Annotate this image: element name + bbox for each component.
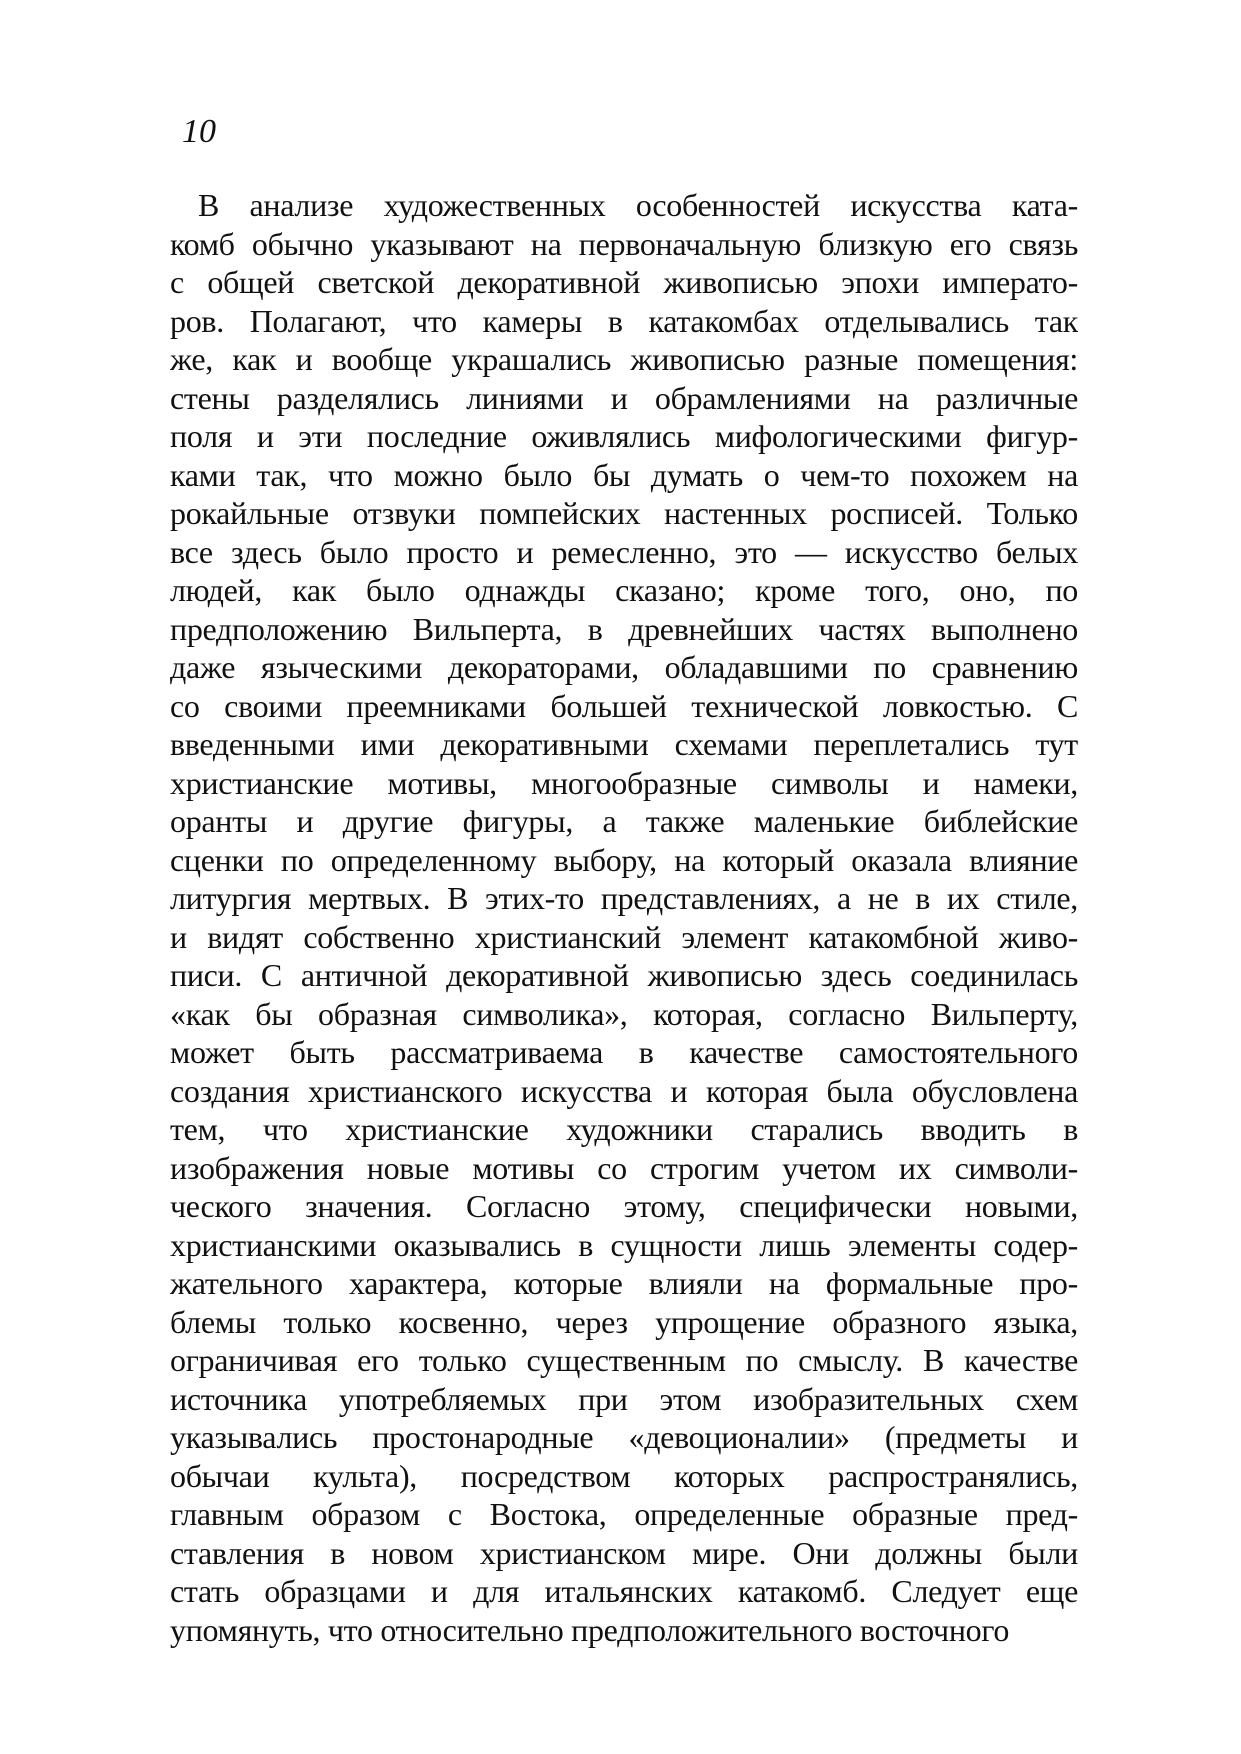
text-line: христианские мотивы, многообразные символы и намеки, bbox=[170, 764, 1078, 801]
text-line: с общей светской декоративной живописью эпохи императо- bbox=[170, 264, 1078, 300]
text-line: введенными ими декоративными схемами переплетались тут bbox=[170, 726, 1078, 762]
text-line: все здесь было просто и ремесленно, это — искусство белых bbox=[170, 533, 1078, 570]
text-line: блемы только косвенно, через упрощение образного языка, bbox=[170, 1303, 1078, 1340]
text-line: ческого значения. Согласно этому, специфически новыми, bbox=[170, 1188, 1078, 1224]
text-line: ограничивая его только существенным по смыслу. В качестве bbox=[170, 1342, 1078, 1378]
text-line: христианскими оказывались в сущности лишь элементы содер- bbox=[170, 1226, 1078, 1263]
text-line: рокайльные отзвуки помпейских настенных росписей. Только bbox=[170, 495, 1078, 531]
text-line: жательного характера, которые влияли на формальные про- bbox=[170, 1265, 1078, 1301]
text-line: поля и эти последние оживлялись мифологическими фигур- bbox=[170, 418, 1078, 454]
text-line: стать образцами и для итальянских катакомб. Следует еще bbox=[170, 1573, 1078, 1609]
text-line: обычаи культа), посредством которых распространялись, bbox=[170, 1457, 1078, 1494]
text-line: «как бы образная символика», которая, согласно Вильперту, bbox=[170, 995, 1078, 1032]
text-line: ками так, что можно было бы думать о чем-то похожем на bbox=[170, 456, 1078, 493]
text-line: даже языческими декораторами, обладавшими по сравнению bbox=[170, 649, 1078, 685]
text-line: же, как и вообще украшались живописью разные помещения: bbox=[170, 341, 1078, 377]
text-line: оранты и другие фигуры, а также маленькие библейские bbox=[170, 803, 1078, 839]
text-line: стены разделялись линиями и обрамлениями на различные bbox=[170, 379, 1078, 416]
text-line: ставления в новом христианском мире. Они должны были bbox=[170, 1534, 1078, 1571]
text-line: главным образом с Востока, определенные образные пред- bbox=[170, 1496, 1078, 1532]
text-line: людей, как было однажды сказано; кроме того, оно, по bbox=[170, 572, 1078, 608]
text-line: указывались простонародные «девоционалии» (предметы и bbox=[170, 1419, 1078, 1455]
page-number: 10 bbox=[182, 113, 216, 150]
text-line: ров. Полагают, что камеры в катакомбах отделывались так bbox=[170, 302, 1078, 339]
body-paragraph bbox=[170, 186, 1078, 1649]
text-line: со своими преемниками большей технической ловкостью. С bbox=[170, 687, 1078, 724]
text-line: предположению Вильперта, в древнейших частях выполнено bbox=[170, 610, 1078, 647]
text-line: сценки по определенному выбору, на который оказала влияние bbox=[170, 841, 1078, 878]
text-line: источника употребляемых при этом изобразительных схем bbox=[170, 1380, 1078, 1417]
text-line: литургия мертвых. В этих-то представлениях, а не в их стиле, bbox=[170, 880, 1078, 916]
text-line: комб обычно указывают на первоначальную близкую его связь bbox=[170, 225, 1078, 262]
text-line: тем, что христианские художники старались вводить в bbox=[170, 1111, 1078, 1147]
text-line: и видят собственно христианский элемент катакомбной живо- bbox=[170, 918, 1078, 955]
text-line: изображения новые мотивы со строгим учетом их символи- bbox=[170, 1149, 1078, 1186]
text-line: В анализе художественных особенностей искусства ката- bbox=[198, 187, 1078, 223]
text-line: создания христианского искусства и которая была обусловлена bbox=[170, 1072, 1078, 1109]
text-line: может быть рассматриваема в качестве самостоятельного bbox=[170, 1034, 1078, 1070]
text-line: упомянуть, что относительно предположительного восточного bbox=[170, 1611, 1010, 1648]
text-line: писи. С античной декоративной живописью здесь соединилась bbox=[170, 957, 1078, 993]
